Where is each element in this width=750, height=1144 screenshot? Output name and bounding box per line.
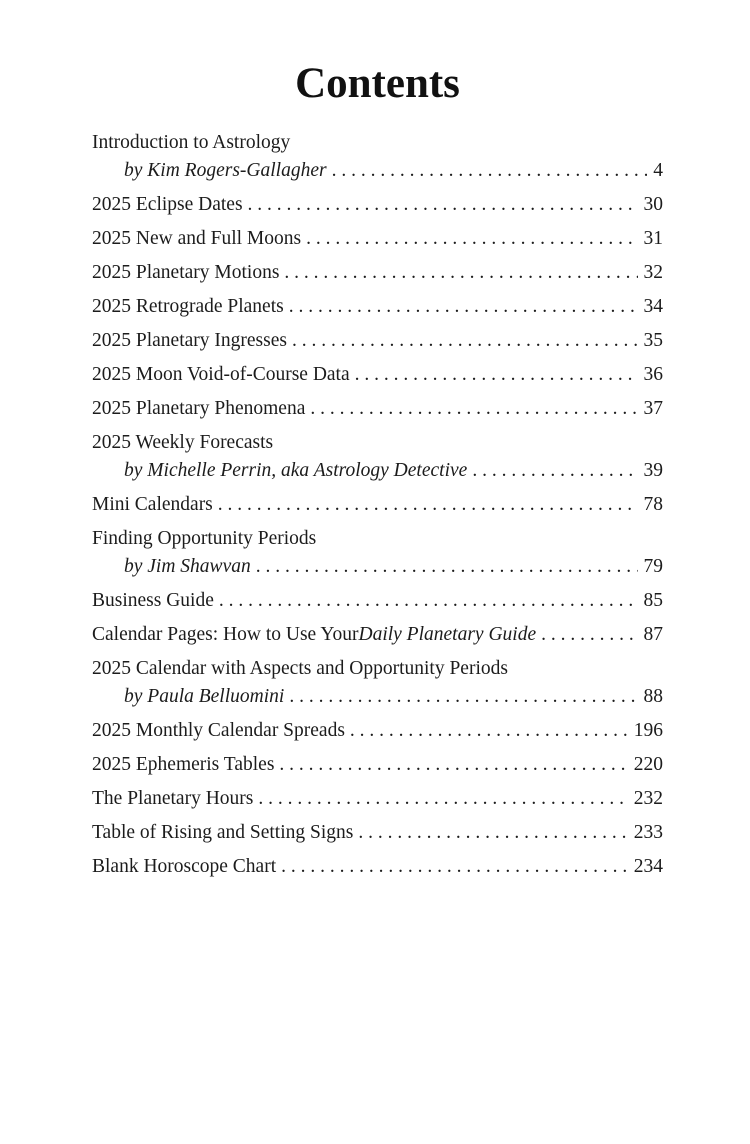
page-title: Contents (295, 60, 460, 107)
dot-leader (350, 714, 628, 748)
toc-entry-text: 2025 Weekly Forecasts (92, 432, 274, 453)
toc-entry-text: 2025 Calendar with Aspects and Opportunity Periods (92, 658, 508, 679)
toc-page-number: 78 (643, 494, 663, 515)
toc-byline-text: by Kim Rogers-Gallagher (124, 160, 327, 181)
toc-page-number: 35 (643, 330, 663, 351)
toc-page-number: 32 (643, 262, 663, 283)
dot-leader (292, 324, 638, 358)
toc-entry-text: 2025 Retrograde Planets (92, 296, 284, 317)
dot-leader (355, 358, 638, 392)
toc-entry-byline (92, 154, 663, 188)
toc-entry-text: 2025 Planetary Ingresses (92, 330, 287, 351)
toc-byline-text: by Paula Belluomini (124, 686, 285, 707)
toc-entry (92, 222, 663, 256)
toc-byline-text: by Jim Shawvan (124, 556, 251, 577)
toc-entry (92, 290, 663, 324)
toc-list (92, 126, 663, 884)
toc-entry-text: Mini Calendars (92, 494, 213, 515)
toc-entry-text: Finding Opportunity Periods (92, 528, 317, 549)
toc-entry (92, 618, 663, 652)
toc-entry-byline (92, 680, 663, 714)
toc-entry-text: Blank Horoscope Chart (92, 856, 277, 877)
toc-page-number: 4 (653, 160, 663, 181)
toc-entry (92, 782, 663, 816)
dot-leader (248, 188, 638, 222)
dot-leader (472, 454, 637, 488)
toc-page-number: 30 (643, 194, 663, 215)
dot-leader (218, 488, 638, 522)
toc-page-number: 232 (633, 788, 663, 809)
toc-entry-text: 2025 Monthly Calendar Spreads (92, 720, 345, 741)
dot-leader (281, 850, 628, 884)
toc-entry (92, 748, 663, 782)
dot-leader (289, 680, 637, 714)
dot-leader (306, 222, 637, 256)
dot-leader (310, 392, 637, 426)
toc-entry (92, 816, 663, 850)
toc-entry (92, 188, 663, 222)
toc-page-number: 34 (643, 296, 663, 317)
toc-entry-text: 2025 New and Full Moons (92, 228, 302, 249)
toc-page-number: 220 (633, 754, 663, 775)
toc-entry (92, 488, 663, 522)
toc-entry (92, 358, 663, 392)
toc-entry (92, 714, 663, 748)
toc-entry-byline (92, 454, 663, 488)
toc-entry-text: Introduction to Astrology (92, 132, 291, 153)
toc-page-number: 85 (643, 590, 663, 611)
toc-entry-text: Business Guide (92, 590, 214, 611)
toc-page-number: 36 (643, 364, 663, 385)
toc-entry (92, 256, 663, 290)
dot-leader (358, 816, 627, 850)
toc-page-number: 196 (633, 720, 663, 741)
toc-page-number: 88 (643, 686, 663, 707)
toc-entry-text: Table of Rising and Setting Signs (92, 822, 354, 843)
dot-leader (289, 290, 638, 324)
toc-entry (92, 324, 663, 358)
toc-entry-text-italic: Daily Planetary Guide (358, 624, 537, 645)
toc-entry (92, 392, 663, 426)
dot-leader (332, 154, 648, 188)
toc-page-number: 37 (643, 398, 663, 419)
toc-entry-text: Calendar Pages: How to Use Your (92, 624, 359, 645)
toc-page-number: 234 (633, 856, 663, 877)
toc-entry-text: The Planetary Hours (92, 788, 254, 809)
dot-leader (541, 618, 637, 652)
toc-byline-text: by Michelle Perrin, aka Astrology Detective (124, 460, 468, 481)
toc-page-number: 31 (643, 228, 663, 249)
toc-entry-text: 2025 Eclipse Dates (92, 194, 243, 215)
toc-entry (92, 584, 663, 618)
toc-entry-text: 2025 Planetary Motions (92, 262, 280, 283)
dot-leader (284, 256, 637, 290)
toc-page-number: 233 (633, 822, 663, 843)
toc-entry-text: 2025 Ephemeris Tables (92, 754, 275, 775)
toc-page-number: 79 (643, 556, 663, 577)
dot-leader (279, 748, 627, 782)
toc-entry-text: 2025 Moon Void-of-Course Data (92, 364, 350, 385)
toc-entry-byline (92, 550, 663, 584)
toc-entry-text: 2025 Planetary Phenomena (92, 398, 306, 419)
toc-entry (92, 850, 663, 884)
dot-leader (258, 782, 627, 816)
dot-leader (219, 584, 638, 618)
dot-leader (256, 550, 638, 584)
toc-page-number: 39 (643, 460, 663, 481)
toc-page-number: 87 (643, 624, 663, 645)
